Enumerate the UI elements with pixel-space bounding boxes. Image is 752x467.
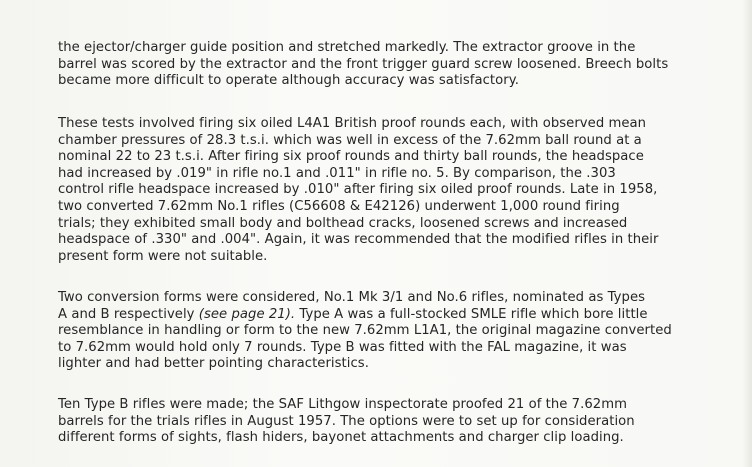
text-line: chamber pressures of 28.3 t.s.i. which was well in excess of the 7.62mm ball round at a [58, 132, 642, 148]
page-edge-shadow [742, 0, 752, 467]
text-line-with-reference [58, 307, 708, 324]
text-segment: A and B respectively [58, 306, 199, 322]
text-line: different forms of sights, flash hiders, bayonet attachments and charger clip loading. [58, 430, 624, 446]
text-line: control rifle headspace increased by .010" after firing six oiled proof rounds. Late in 1958, [58, 182, 658, 198]
text-line: two converted 7.62mm No.1 rifles (C56608 & E42126) underwent 1,000 round firing [58, 198, 620, 214]
text-line: lighter and had better pointing characteristics. [58, 356, 369, 372]
paragraph-proof-tests [58, 116, 708, 265]
text-line: became more difficult to operate although accuracy was satisfactory. [58, 73, 519, 89]
text-segment: Type A was a full-stocked SMLE rifle which bore little [295, 306, 648, 322]
text-line: nominal 22 to 23 t.s.i. After firing six proof rounds and thirty ball rounds, the headspace [58, 149, 644, 165]
page-reference: (see page 21). [198, 306, 296, 322]
paragraph-type-b-rifles [58, 397, 708, 447]
paragraph-ejector-wear [58, 40, 708, 90]
text-line: present form were not suitable. [58, 248, 268, 264]
text-line: resemblance in handling or form to the new 7.62mm L1A1, the original magazine converted [58, 323, 672, 339]
text-line: to 7.62mm would hold only 7 rounds. Type B was fitted with the FAL magazine, it was [58, 339, 627, 355]
text-line: barrel was scored by the extractor and the front trigger guard screw loosened. Breech bolts [58, 56, 669, 72]
text-line: Two conversion forms were considered, No.1 Mk 3/1 and No.6 rifles, nominated as Types [58, 290, 646, 305]
text-line: had increased by .019" in rifle no.1 and .011" in rifle no. 5. By comparison, the .303 [58, 165, 616, 181]
text-line: headspace of .330" and .004". Again, it was recommended that the modified rifles in their [58, 232, 659, 248]
paragraph-conversion-forms [58, 290, 708, 373]
text-line: trials; they exhibited small body and bolthead cracks, loosened screws and increased [58, 215, 628, 231]
text-line: These tests involved firing six oiled L4A1 British proof rounds each, with observed mean [58, 116, 647, 131]
text-line: Ten Type B rifles were made; the SAF Lithgow inspectorate proofed 21 of the 7.62mm [58, 397, 628, 412]
text-line: barrels for the trials rifles in August 1957. The options were to set up for consideration [58, 413, 635, 429]
text-line: the ejector/charger guide position and stretched markedly. The extractor groove in the [58, 40, 636, 55]
